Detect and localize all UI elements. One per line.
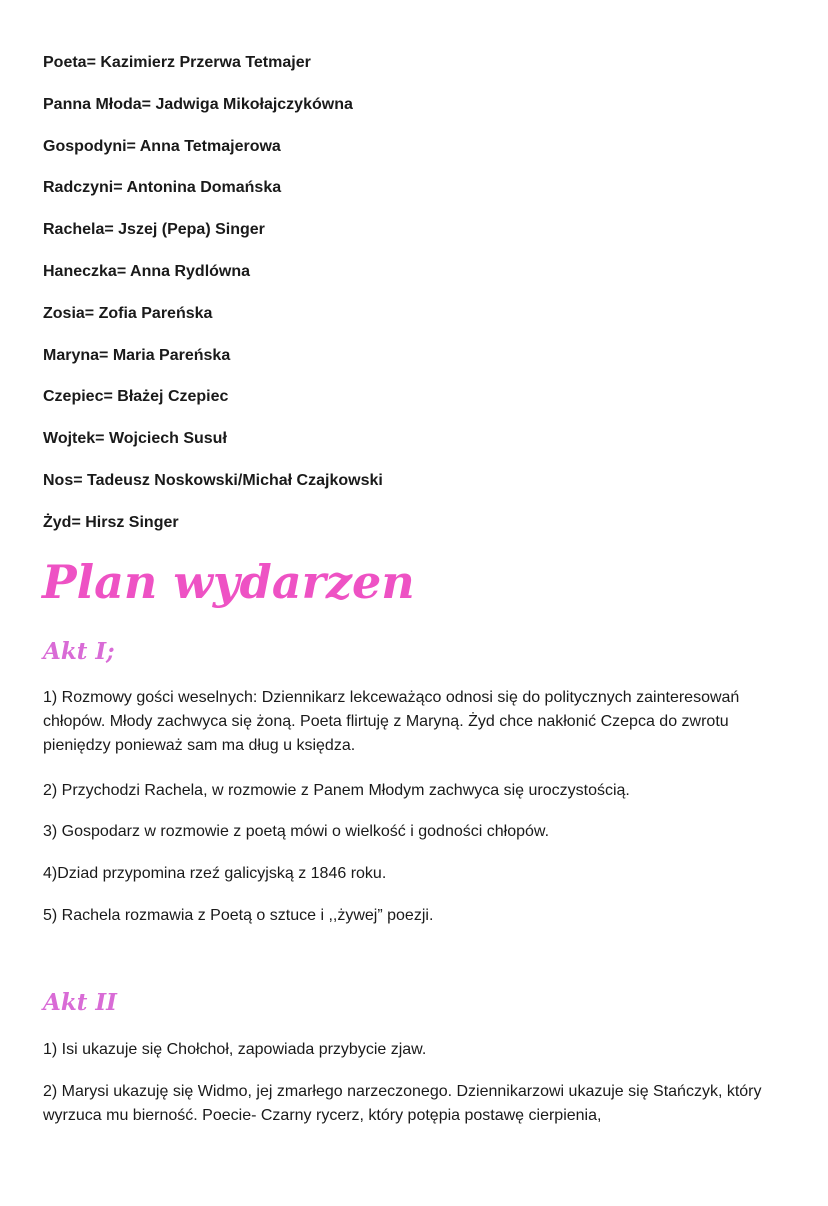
act2-heading: Akt II (43, 989, 117, 1016)
cast-item-czepiec: Czepiec= Błażej Czepiec (43, 388, 229, 406)
cast-item-panna-mloda: Panna Młoda= Jadwiga Mikołajczykówna (43, 95, 353, 113)
cast-item-wojtek: Wojtek= Wojciech Susuł (43, 430, 227, 448)
plan-title: Plan wydarzen (42, 555, 415, 609)
cast-item-gospodyni: Gospodyni= Anna Tetmajerowa (43, 137, 281, 155)
cast-item-radczyni: Radczyni= Antonina Domańska (43, 179, 282, 197)
act1-item-3: 3) Gospodarz w rozmowie z poetą mówi o wielkość i godności chłopów. (43, 823, 550, 840)
cast-item-rachela: Rachela= Jszej (Pepa) Singer (43, 221, 265, 239)
cast-item-zosia: Zosia= Zofia Pareńska (43, 304, 213, 322)
act2-item-1: 1) Isi ukazuje się Chołchoł, zapowiada przybycie zjaw. (43, 1041, 427, 1058)
cast-list (43, 52, 383, 554)
act1-item-4: 4)Dziad przypomina rzeź galicyjską z 1846 roku. (43, 865, 387, 882)
cast-item-nos: Nos= Tadeusz Noskowski/Michał Czajkowski (43, 471, 383, 489)
act1-item-5: 5) Rachela rozmawia z Poetą o sztuce i ,,żywej” poezji. (43, 907, 434, 924)
act1-heading: Akt I; (43, 638, 115, 665)
cast-item-poeta: Poeta= Kazimierz Przerwa Tetmajer (43, 54, 311, 71)
act1-item-1: 1) Rozmowy gości weselnych: Dziennikarz lekceważąco odnosi się do politycznych zainteresowań chłopów. Młody zachwyca się żoną. Poeta flirtuję z Maryną. Żyd chce nakłonić Czepca do zwrotu pieniędzy ponieważ sam ma dług u księdza. (43, 689, 740, 754)
act2-item-2: 2) Marysi ukazuję się Widmo, jej zmarłego narzeczonego. Dziennikarzowi ukazuje się Stańczyk, który wyrzuca mu bierność. Poecie- Czarny rycerz, który potępia postawę cierpienia, (43, 1083, 762, 1124)
cast-item-maryna: Maryna= Maria Pareńska (43, 346, 231, 364)
cast-item-haneczka: Haneczka= Anna Rydlówna (43, 262, 251, 280)
cast-item-zyd: Żyd= Hirsz Singer (43, 513, 179, 531)
act1-item-2: 2) Przychodzi Rachela, w rozmowie z Panem Młodym zachwyca się uroczystością. (43, 782, 630, 799)
